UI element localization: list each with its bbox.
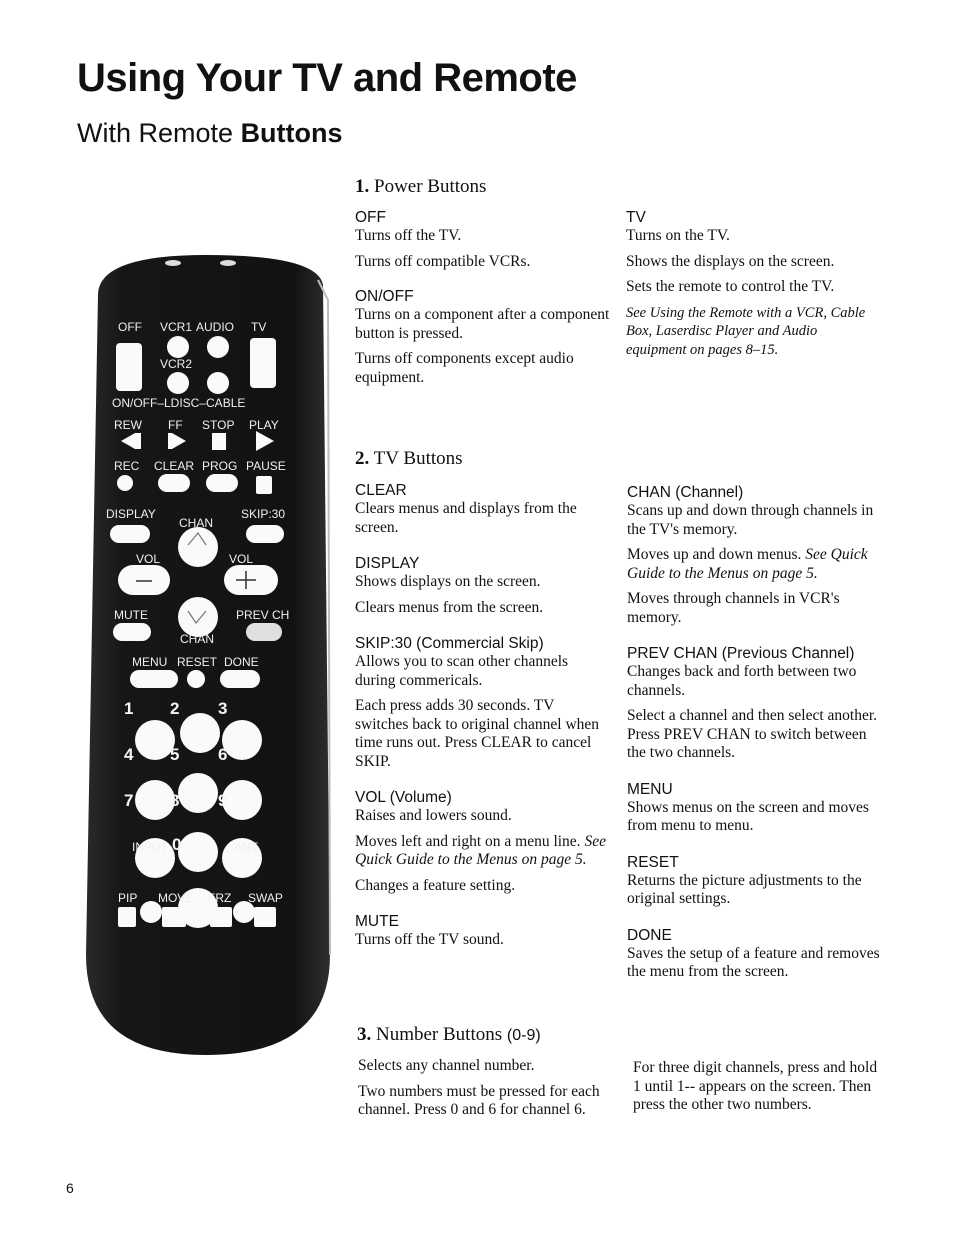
remote-label-rec: REC [114,459,140,473]
remote-label-chan-bottom: CHAN [180,632,215,646]
remote-label-7: 7 [124,791,134,810]
desc-skip30-2: Each press adds 30 seconds. TV switches back to original channel when time runs out. Press CLEAR to cancel SKIP. [355,697,600,770]
digit-2-button [180,713,220,753]
desc-done: Saves the setup of a feature and removes the menu from the screen. [627,944,880,980]
desc-tv-2: Shows the displays on the screen. [626,252,835,270]
desc-onoff-1: Turns on a component after a component button is pressed. [355,306,610,342]
desc-onoff-2: Turns off components except audio equipment. [355,350,574,386]
page-title: Using Your TV and Remote [77,56,577,100]
remote-label-done: DONE [224,655,259,669]
remote-label-prog: PROG [202,459,238,473]
remote-label-play: PLAY [249,418,279,432]
page-number: 6 [66,1180,74,1196]
remote-label-9: 9 [218,791,228,810]
term-skip30: SKIP:30 (Commercial Skip) [355,635,544,652]
desc-vol-3: Changes a feature setting. [355,876,516,894]
onoff-button [207,372,229,394]
note-tv: See Using the Remote with a VCR, Cable Box, Laserdisc Player and Audio equipment on pages 8–15. [626,304,866,358]
desc-clear: Clears menus and displays from the screen. [355,500,577,536]
tv-left-column [355,481,610,950]
remote-label-menu: MENU [132,655,168,669]
remote-label-display: DISPLAY [106,507,156,521]
subtitle-part1: With Remote [77,118,234,148]
term-done: DONE [627,926,672,944]
power-right-column [626,208,876,359]
rec-button [117,475,133,491]
off-button [116,343,142,391]
desc-off-1: Turns off the TV. [355,227,462,244]
remote-label-mute: MUTE [114,608,148,622]
desc-skip30-1: Allows you to scan other channels during commericals. [355,653,569,689]
prog-button [206,474,238,492]
term-menu: MENU [627,780,673,798]
number-left-column [358,1057,608,1120]
display-button [110,525,150,543]
vcr1-button [167,336,189,358]
desc-off-2: Turns off compatible VCRs. [355,252,531,270]
tv-right-column [627,483,882,982]
tv-button [250,338,276,388]
frz-button [210,907,232,927]
number-right-column [633,1059,883,1115]
remote-label-off: OFF [118,320,142,334]
term-clear: CLEAR [355,482,407,499]
remote-label-swap: SWAP [248,891,283,905]
remote-label-vol-left: VOL [136,552,161,566]
desc-display-2: Clears menus from the screen. [355,598,544,616]
remote-label-0: 0 [172,835,182,854]
desc-number-3: For three digit channels, press and hold 1 until 1-- appears on the screen. Then press the other two numbers. [633,1059,878,1113]
remote-label-5: 5 [170,745,180,764]
remote-label-ant: ANT [234,840,258,854]
mute-button [113,623,151,641]
term-reset: RESET [627,853,679,871]
desc-tv-3: Sets the remote to control the TV. [626,278,835,295]
desc-prev-chan-2: Select a channel and then select another. Press PREV CHAN to switch between the two channels. [627,707,878,761]
remote-label-move: MOVE [158,891,194,905]
remote-label-audio: AUDIO [196,320,235,334]
section-power-title: 1. Power Buttons [355,176,487,197]
remote-label-skip30: SKIP:30 [241,507,286,521]
remote-label-chan-top: CHAN [179,516,214,530]
remote-label-frz: FRZ [208,891,232,905]
swap-button [254,907,276,927]
pip-button [118,907,136,927]
remote-illustration [78,255,333,1055]
remote-label-2: 2 [170,699,180,718]
remote-label-onoff-ldisc-cable: ON/OFF–LDISC–CABLE [112,396,246,410]
remote-label-clear: CLEAR [154,459,195,473]
digit-3-button [222,720,262,760]
remote-label-tv: TV [251,320,267,334]
reset-button [187,670,205,688]
remote-label-pause: PAUSE [246,459,286,473]
desc-number-2: Two numbers must be pressed for each channel. Press 0 and 6 for channel 6. [358,1082,600,1118]
page-subtitle [77,118,343,149]
remote-label-stop: STOP [202,418,235,432]
remote-label-reset: RESET [177,655,218,669]
vcr2-button [167,372,189,394]
remote-label-vcr2: VCR2 [160,357,193,371]
desc-tv-1: Turns on the TV. [626,227,730,244]
remote-label-1: 1 [124,699,134,718]
desc-number-1: Selects any channel number. [358,1057,535,1074]
digit-8-button [178,832,218,872]
prev-ch-button [246,623,282,641]
remote-label-8: 8 [170,791,180,810]
desc-vol-1: Raises and lowers sound. [355,807,512,824]
remote-label-ff: FF [168,418,183,432]
term-display: DISPLAY [355,555,420,572]
digit-6-button [222,780,262,820]
remote-label-prev-ch: PREV CH [236,608,290,622]
desc-display-1: Shows displays on the screen. [355,573,541,590]
stop-button [212,433,226,450]
audio-button [207,336,229,358]
section-tv-title: 2. TV Buttons [355,448,463,469]
power-left-column [355,208,610,387]
chan-down-button [178,597,218,637]
remote-label-3: 3 [218,699,228,718]
desc-chan-1: Scans up and down through channels in the TV's memory. [627,502,874,538]
remote-label-4: 4 [124,745,134,764]
subtitle-part2: Buttons [240,118,343,148]
digit-1-button [135,720,175,760]
term-chan: CHAN (Channel) [627,484,744,501]
digit-5-button [178,773,218,813]
desc-chan-3: Moves through channels in VCR's memory. [627,590,840,626]
desc-menu: Shows menus on the screen and moves from menu to menu. [627,798,869,834]
term-tv: TV [626,209,646,226]
remote-label-vol-right: VOL [229,552,254,566]
term-onoff: ON/OFF [355,288,414,305]
pause-button [256,476,272,494]
term-prev-chan: PREV CHAN (Previous Channel) [627,645,855,662]
remote-label-input: INPUT [132,840,168,854]
remote-label-vcr1: VCR1 [160,320,193,334]
desc-chan-2: Moves up and down menus. See Quick Guide to the Menus on page 5. [627,546,868,582]
menu-button [130,670,178,688]
desc-vol-2: Moves left and right on a menu line. See Quick Guide to the Menus on page 5. [355,832,606,868]
remote-label-6: 6 [218,745,228,764]
desc-reset: Returns the picture adjustments to the original settings. [627,871,862,907]
remote-label-rew: REW [114,418,142,432]
clear-button [158,474,190,492]
vol-down-button [118,565,170,595]
done-button [220,670,260,688]
desc-prev-chan-1: Changes back and forth between two channels. [627,663,857,699]
desc-mute: Turns off the TV sound. [355,931,504,948]
term-vol: VOL (Volume) [355,789,452,806]
remote-label-pip: PIP [118,891,138,905]
move-button [162,907,186,927]
skip30-button [246,525,284,543]
term-mute: MUTE [355,913,399,930]
section-number-title: 3. Number Buttons (0-9) [357,1024,541,1045]
term-off: OFF [355,209,386,226]
digit-4-button [135,780,175,820]
